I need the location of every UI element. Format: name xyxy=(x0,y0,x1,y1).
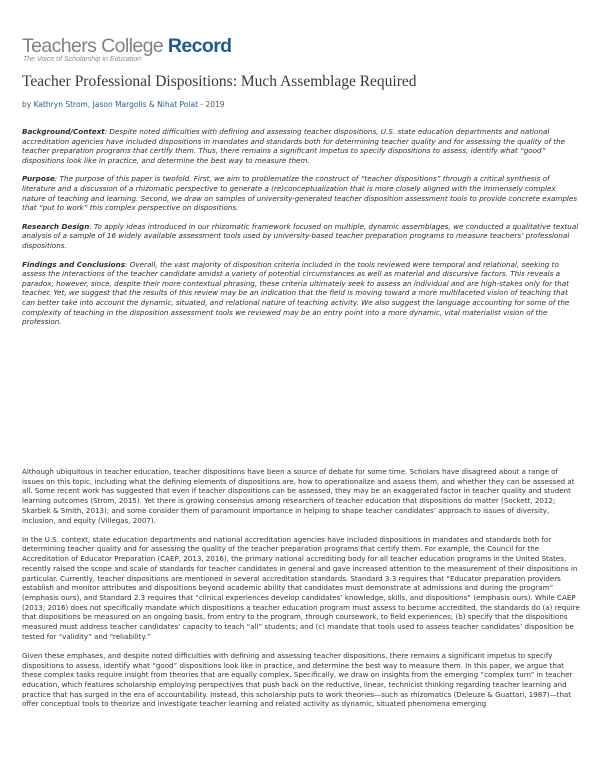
author-link[interactable]: Jason Margolis xyxy=(92,100,147,109)
body-paragraph: In the U.S. context, state education departments and national accreditation agencies have included dispositions in mandates and standards both for determining teacher quality and for assessing the quality of the teacher preparation programs that certify them. For example, the Council for the Accreditation of Educator Preparation (CAEP, 2013, 2016), the primary national accrediting body for all teacher education programs in the United States, recently raised the scope and scale of standards for teacher candidates in general and gave increased attention to the measurement of their dispositions in particular. Currently, teacher dispositions are mentioned in several accreditation standards. Standard 3.3 requires that “Educator preparation providers establish and monitor attributes and dispositions beyond academic ability that candidates must demonstrate at admissions and during the program” (emphasis ours), and Standard 2.3 requires that “clinical experiences develop candidates’ knowledge, skills, and dispositions” (emphasis ours). While CAEP (2013; 2016) does not specifically mandate which dispositions a teacher education program must assess to become accredited, the standards do (a) require that dispositions be measured on an ongoing basis, from entry to the program, through coursework, to field experiences; (b) specify that the dispositions measured must address teacher candidates’ capacity to teach “all” students; and (c) mandate that tools used to assess teacher candidates’ disposition be tested for “validity” and “reliability.” xyxy=(22,534,580,641)
abstract-text: : To apply ideas introduced in our rhizomatic framework focused on multiple, dynamic assemblages, we conducted a qualitative textual analysis of a sample of 16 widely available assessment tools used by university-based teacher preparation programs to measure teachers’ professional dispositions. xyxy=(22,221,579,250)
logo-text: Teachers College xyxy=(22,35,164,57)
abstract-paragraph xyxy=(22,260,580,327)
abstract-paragraph xyxy=(22,174,580,212)
abstract-label: Background/Context xyxy=(22,127,105,136)
byline-separator: , xyxy=(87,100,91,109)
byline-separator: & xyxy=(148,100,155,109)
abstract-text: : Overall, the vast majority of disposition criteria included in the tools reviewed were temporal and relational, seeking to assess the interactions of the teacher candidate amidst a variety of potential circumstances as well as material and discursive factors. This reveals a paradox, however, since, despite their more contextual phrasing, these criteria ultimately seek to assess an individual and are high-stakes only for that teacher. Yet, we suggest that the results of this review may be an indication that the field is moving toward a more multifaceted vision of teaching that can better take into account the dynamic, situated, and relational nature of teaching activity. We also suggest the language accounting for some of the complexity of teaching in the disposition assessment tools we reviewed may be an entry point into a more dynamic, vital materialist vision of the profession. xyxy=(22,259,570,327)
abstract-label: Findings and Conclusions xyxy=(22,259,126,269)
author-link[interactable]: Kathryn Strom xyxy=(33,100,88,109)
logo-wordmark xyxy=(22,36,342,56)
journal-logo[interactable] xyxy=(22,36,342,63)
byline-prefix: by xyxy=(22,100,32,109)
publication-year: - 2019 xyxy=(200,100,225,109)
logo-tagline: The Voice of Scholarship in Education xyxy=(23,56,142,63)
logo-bold-text: Record xyxy=(167,35,232,57)
abstract-label: Purpose xyxy=(22,174,55,184)
article-body xyxy=(22,467,582,719)
body-paragraph: Although ubiquitous in teacher education, teacher dispositions have been a source of debate for some time. Scholars have disagreed about a range of issues on this topic, including what the defining elements of dispositions are, how to operationalize and assess them, and whether they can be assessed at all. Some recent work has suggested that even if teacher dispositions can be assessed, they may be an exaggerated factor in teacher quality and student learning outcomes (Strom, 2015). Yet there is growing consensus among researchers of teacher education that dispositions do matter (Sockett, 2012; Skarbek & Smith, 2013); and some consider them of paramount importance in helping to shape teacher candidates’ approach to issues of diversity, inclusion, and equity (Villegas, 2007). xyxy=(22,467,575,525)
abstract-text: : The purpose of this paper is twofold. First, we aim to problematize the construct of “teacher dispositions” through a critical synthesis of literature and a discussion of a rhizomatic perspective to generate a (re)conceptualization that is more closely aligned with the immensely complex nature of teaching and learning. Second, we draw on samples of university-generated teacher disposition assessment tools to provide concrete examples that “put to work” this complex perspective on dispositions. xyxy=(22,174,578,213)
abstract-paragraph xyxy=(22,222,580,251)
abstract-label: Research Design xyxy=(22,221,90,231)
author-link[interactable]: Nihat Polat xyxy=(157,100,199,109)
body-paragraph: Given these emphases, and despite noted difficulties with defining and assessing teacher dispositions, there remains a significant impetus to specify dispositions to assess, identify what “good” dispositions look like in practice, and determine the best way to measure them. In this paper, we argue that these complex tasks require insight from theories that are equally complex. Specifically, we draw on insights from the emerging “complex turn” in teacher education, which features scholarship employing perspectives that push back on the reductive, linear, technicist thinking regarding teacher learning and practice that has surged in the era of accountability. Instead, this scholarship puts to work theories—such as rhizomatics (Deleuze & Guattari, 1987)—that offer conceptual tools to theorize and investigate teacher learning and related activity as dynamic, situated phenomena emerging xyxy=(22,650,573,709)
abstract-text: : Despite noted difficulties with defining and assessing teacher dispositions, U.S. state education departments and national accreditation agencies have included dispositions in mandates and standards both for determining teacher quality and for assessing the quality of the teacher preparation programs that certify them. Thus, there remains a significant impetus to specify dispositions to assess, identify what “good” dispositions look like in practice, and determine the best way to measure them. xyxy=(22,127,566,165)
abstract-paragraph xyxy=(22,127,580,165)
article-title: Teacher Professional Dispositions: Much Assemblage Required xyxy=(22,73,417,90)
abstract xyxy=(22,127,580,336)
byline xyxy=(22,100,582,109)
